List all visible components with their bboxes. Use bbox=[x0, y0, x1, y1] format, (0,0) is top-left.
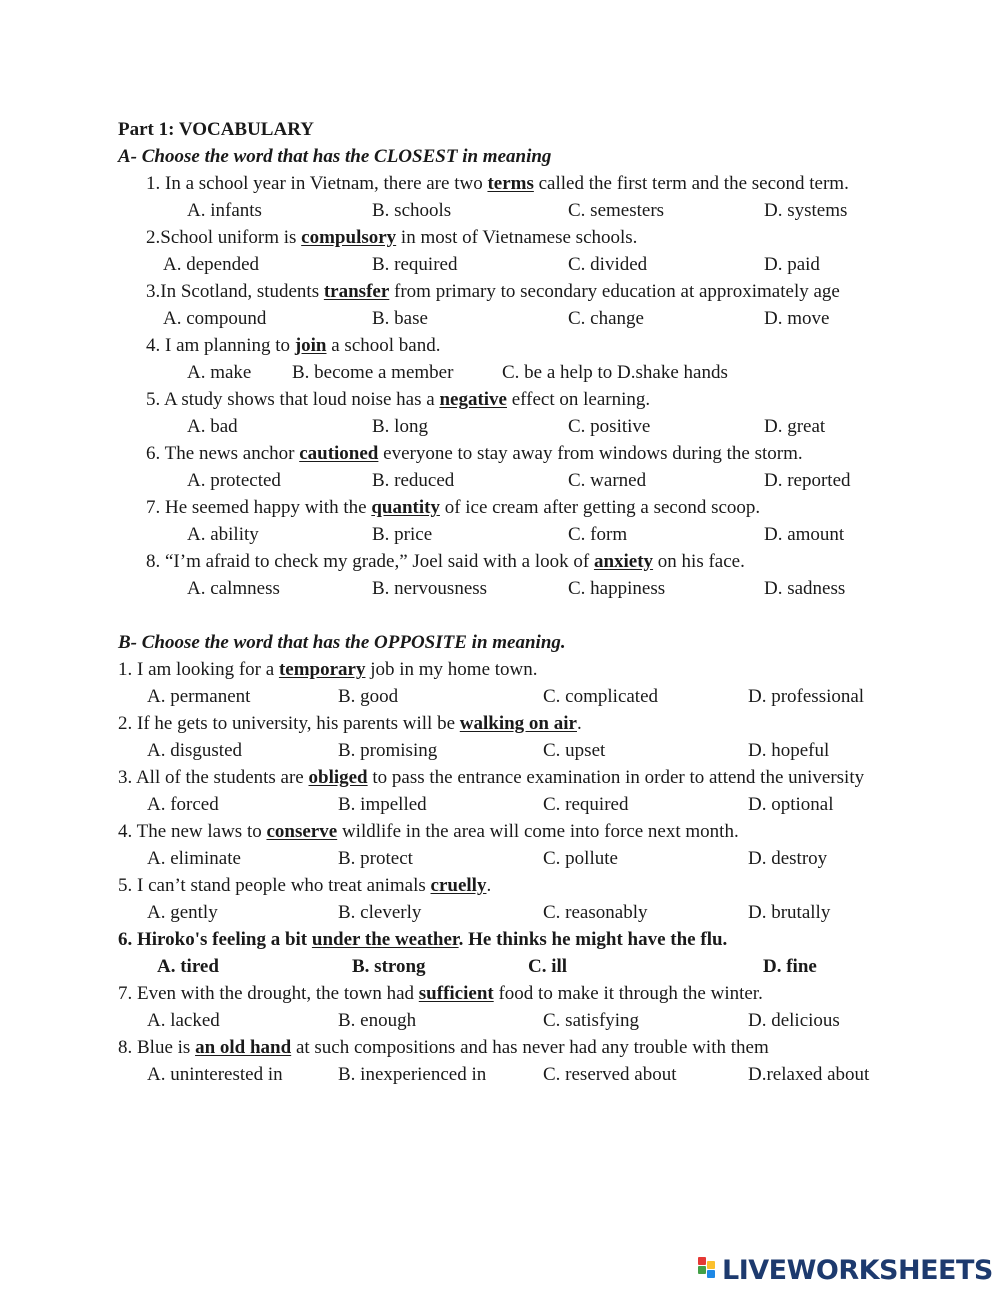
question-text bbox=[146, 550, 745, 574]
question-text bbox=[118, 1036, 769, 1060]
question-text bbox=[146, 496, 760, 520]
answer-option: C. semesters bbox=[568, 200, 665, 221]
question-after: in most of Vietnamese schools. bbox=[396, 227, 638, 248]
question-after: everyone to stay away from windows during the storm. bbox=[378, 443, 803, 464]
question-number: 5. bbox=[118, 875, 137, 896]
question-after: . bbox=[486, 875, 492, 896]
logo-text: LIVEWORKSHEETS bbox=[722, 1254, 993, 1286]
answer-option: D. sadness bbox=[764, 578, 846, 599]
answer-option: A. make bbox=[187, 362, 252, 383]
answer-option: B. promising bbox=[338, 740, 438, 761]
question-number: 7. bbox=[146, 497, 165, 518]
question-before: Even with the drought, the town had bbox=[137, 983, 419, 1004]
question-keyword: sufficient bbox=[418, 983, 494, 1004]
answer-option: B. inexperienced in bbox=[338, 1064, 487, 1085]
question-before: School uniform is bbox=[160, 227, 302, 248]
question-keyword: under the weather bbox=[311, 929, 459, 950]
question-keyword: negative bbox=[439, 389, 507, 410]
question-before: “I’m afraid to check my grade,” Joel said with a look of bbox=[165, 551, 594, 572]
liveworksheets-logo bbox=[698, 1255, 993, 1285]
question-before: I can’t stand people who treat animals bbox=[137, 875, 431, 896]
answer-option: D. move bbox=[764, 308, 830, 329]
answer-option: A. lacked bbox=[147, 1010, 220, 1031]
answer-option: A. ability bbox=[187, 524, 259, 545]
answer-option: D. paid bbox=[764, 254, 820, 275]
question-keyword: an old hand bbox=[195, 1037, 292, 1058]
answer-option: A. permanent bbox=[147, 686, 251, 707]
answer-option: B. price bbox=[372, 524, 433, 545]
question-keyword: quantity bbox=[371, 497, 440, 518]
question-text bbox=[118, 658, 538, 682]
answer-option: D. delicious bbox=[748, 1010, 840, 1031]
answer-option: A. forced bbox=[147, 794, 219, 815]
question-after: . He thinks he might have the flu. bbox=[458, 929, 728, 950]
question-keyword: terms bbox=[487, 173, 534, 194]
question-keyword: cautioned bbox=[299, 443, 379, 464]
answer-option: A. protected bbox=[187, 470, 281, 491]
answer-option: C. ill bbox=[528, 956, 568, 977]
question-number: 8. bbox=[146, 551, 165, 572]
question-before: In a school year in Vietnam, there are two bbox=[165, 173, 488, 194]
answer-option: D. great bbox=[764, 416, 826, 437]
question-text bbox=[118, 928, 727, 952]
question-text bbox=[118, 820, 739, 844]
question-before: Hiroko's feeling a bit bbox=[137, 929, 312, 950]
question-text bbox=[118, 874, 491, 898]
question-number: 1. bbox=[118, 659, 137, 680]
question-before: The news anchor bbox=[164, 443, 300, 464]
answer-option: A. calmness bbox=[187, 578, 280, 599]
question-text bbox=[146, 172, 849, 196]
answer-option: A. uninterested in bbox=[147, 1064, 283, 1085]
answer-option: C. reasonably bbox=[543, 902, 648, 923]
question-text bbox=[118, 766, 864, 790]
answer-option: C. warned bbox=[568, 470, 647, 491]
question-keyword: compulsory bbox=[301, 227, 397, 248]
question-before: The new laws to bbox=[136, 821, 267, 842]
question-after: from primary to secondary education at approximately age bbox=[389, 281, 840, 302]
question-text bbox=[146, 388, 650, 412]
question-before: Blue is bbox=[137, 1037, 196, 1058]
question-text bbox=[146, 334, 440, 358]
question-before: All of the students are bbox=[135, 767, 309, 788]
part-title: Part 1: VOCABULARY bbox=[118, 119, 314, 140]
question-number: 4. bbox=[118, 821, 137, 842]
answer-option: C. satisfying bbox=[543, 1010, 640, 1031]
question-keyword: transfer bbox=[323, 281, 390, 302]
question-keyword: temporary bbox=[278, 659, 366, 680]
answer-option: B. enough bbox=[338, 1010, 417, 1031]
question-before: I am planning to bbox=[165, 335, 295, 356]
question-keyword: obliged bbox=[308, 767, 368, 788]
question-keyword: anxiety bbox=[593, 551, 654, 572]
question-before: A study shows that loud noise has a bbox=[163, 389, 440, 410]
answer-option: C. complicated bbox=[543, 686, 659, 707]
answer-option: B. strong bbox=[352, 956, 426, 977]
answer-option: C. reserved about bbox=[543, 1064, 677, 1085]
answer-option: D. professional bbox=[748, 686, 865, 707]
answer-option: C. be a help to D.shake hands bbox=[502, 362, 728, 383]
answer-option: D. fine bbox=[763, 956, 817, 977]
answer-option: D. destroy bbox=[748, 848, 828, 869]
answer-option: B. good bbox=[338, 686, 399, 707]
answer-option: D. optional bbox=[748, 794, 834, 815]
question-text bbox=[146, 226, 637, 250]
question-number: 2. bbox=[118, 713, 137, 734]
answer-option: B. nervousness bbox=[372, 578, 488, 599]
answer-option: C. change bbox=[568, 308, 644, 329]
answer-option: C. happiness bbox=[568, 578, 666, 599]
answer-option: C. upset bbox=[543, 740, 606, 761]
answer-option: D. hopeful bbox=[748, 740, 830, 761]
question-after: job in my home town. bbox=[365, 659, 538, 680]
answer-option: B. schools bbox=[372, 200, 452, 221]
answer-option: A. eliminate bbox=[147, 848, 241, 869]
answer-option: C. positive bbox=[568, 416, 651, 437]
question-number: 8. bbox=[118, 1037, 137, 1058]
answer-option: A. bad bbox=[187, 416, 238, 437]
answer-option: A. depended bbox=[163, 254, 260, 275]
answer-option: B. reduced bbox=[372, 470, 455, 491]
question-text bbox=[146, 442, 803, 466]
question-number: 3. bbox=[118, 767, 136, 788]
question-after: effect on learning. bbox=[507, 389, 651, 410]
answer-option: C. form bbox=[568, 524, 628, 545]
question-text bbox=[118, 982, 763, 1006]
answer-option: A. disgusted bbox=[147, 740, 242, 761]
answer-option: C. divided bbox=[568, 254, 648, 275]
question-keyword: conserve bbox=[266, 821, 338, 842]
question-number: 3. bbox=[146, 281, 161, 302]
question-text bbox=[118, 712, 582, 736]
answer-option: B. long bbox=[372, 416, 428, 437]
logo-blocks-icon bbox=[698, 1257, 720, 1283]
answer-option: B. cleverly bbox=[338, 902, 422, 923]
section-b-heading: B- Choose the word that has the OPPOSITE in meaning. bbox=[118, 632, 566, 653]
question-after: called the first term and the second term. bbox=[533, 173, 849, 194]
question-after: on his face. bbox=[653, 551, 745, 572]
question-number: 5. bbox=[146, 389, 164, 410]
answer-option: D.relaxed about bbox=[748, 1064, 870, 1085]
question-number: 2. bbox=[146, 227, 161, 248]
section-a-heading: A- Choose the word that has the CLOSEST in meaning bbox=[118, 146, 552, 167]
answer-option: D. systems bbox=[764, 200, 848, 221]
question-number: 6. bbox=[146, 443, 165, 464]
question-before: If he gets to university, his parents will be bbox=[137, 713, 460, 734]
question-after: a school band. bbox=[326, 335, 441, 356]
question-before: In Scotland, students bbox=[160, 281, 324, 302]
question-after: wildlife in the area will come into force next month. bbox=[337, 821, 739, 842]
question-number: 4. bbox=[146, 335, 165, 356]
question-keyword: join bbox=[294, 335, 327, 356]
question-after: at such compositions and has never had any trouble with them bbox=[291, 1037, 769, 1058]
answer-option: B. base bbox=[372, 308, 428, 329]
question-number: 6. bbox=[118, 929, 137, 950]
answer-option: D. reported bbox=[764, 470, 851, 491]
answer-option: B. protect bbox=[338, 848, 413, 869]
answer-option: B. impelled bbox=[338, 794, 427, 815]
answer-option: B. required bbox=[372, 254, 458, 275]
answer-option: A. tired bbox=[157, 956, 219, 977]
question-after: food to make it through the winter. bbox=[493, 983, 763, 1004]
answer-option: B. become a member bbox=[292, 362, 454, 383]
question-after: of ice cream after getting a second scoop. bbox=[439, 497, 761, 518]
answer-option: C. pollute bbox=[543, 848, 618, 869]
question-text bbox=[146, 280, 840, 304]
answer-option: D. brutally bbox=[748, 902, 831, 923]
answer-option: D. amount bbox=[764, 524, 845, 545]
answer-option: A. compound bbox=[163, 308, 267, 329]
answer-option: A. gently bbox=[147, 902, 218, 923]
question-number: 7. bbox=[118, 983, 137, 1004]
question-keyword: cruelly bbox=[430, 875, 487, 896]
question-before: I am looking for a bbox=[137, 659, 279, 680]
answer-option: A. infants bbox=[187, 200, 262, 221]
question-after: . bbox=[576, 713, 582, 734]
question-number: 1. bbox=[146, 173, 165, 194]
question-after: to pass the entrance examination in order to attend the university bbox=[367, 767, 865, 788]
question-keyword: walking on air bbox=[459, 713, 577, 734]
answer-option: C. required bbox=[543, 794, 629, 815]
question-before: He seemed happy with the bbox=[165, 497, 372, 518]
